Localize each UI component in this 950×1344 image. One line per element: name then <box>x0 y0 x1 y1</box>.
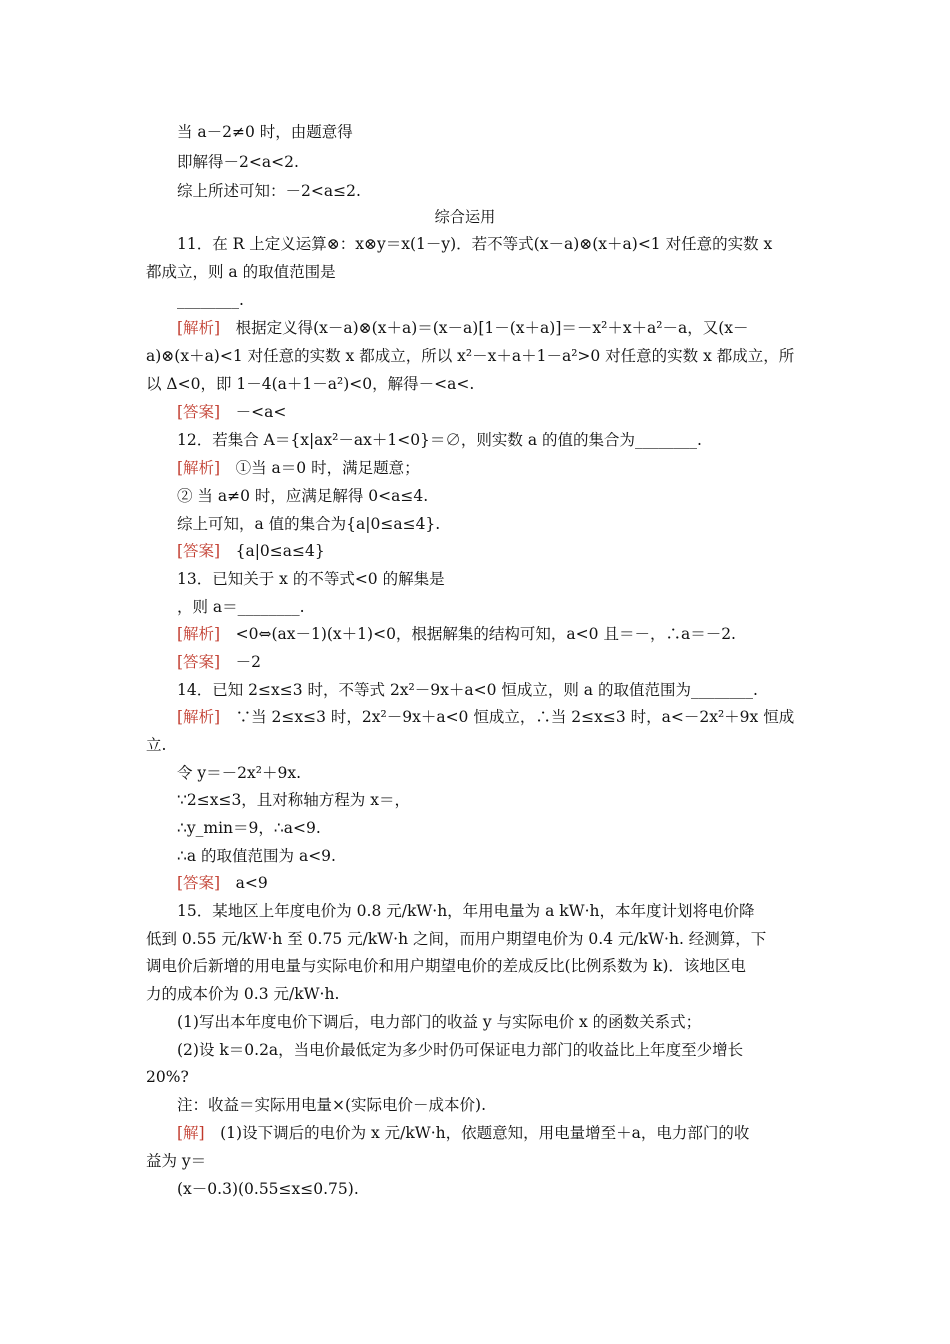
answer-text: －<a< <box>220 403 287 421</box>
analysis-text: 根据定义得(x－a)⊗(x＋a)＝(x－a)[1－(x＋a)]＝－x²＋x＋a²－a，又(x－ <box>220 319 749 337</box>
text-line: 以 Δ<0，即 1－4(a＋1－a²)<0，解得－<a<. <box>146 375 475 393</box>
text-line: 调电价后新增的用电量与实际电价和用户期望电价的差成反比(比例系数为 k)．该地区电 <box>146 957 746 975</box>
analysis-text: ①当 a＝0 时，满足题意； <box>220 459 420 477</box>
solution-line <box>177 1123 749 1143</box>
question-14: 14．已知 2≤x≤3 时，不等式 2x²－9x＋a<0 恒成立，则 a 的取值范围为________. <box>177 681 758 699</box>
text-line: 20%? <box>146 1068 189 1086</box>
answer-line <box>177 873 268 893</box>
solution-tag: [解] <box>177 1124 205 1142</box>
answer-line <box>177 402 286 422</box>
analysis-text: <0⇔(ax－1)(x＋1)<0，根据解集的结构可知，a<0 且＝－，∴a＝－2. <box>220 625 736 643</box>
text-line: ∴y_min＝9，∴a<9. <box>177 819 321 837</box>
sub-question-2: (2)设 k＝0.2a，当电价最低定为多少时仍可保证电力部门的收益比上年度至少增长 <box>177 1041 744 1059</box>
text-line: ，则 a＝________. <box>177 598 305 616</box>
answer-tag: [答案] <box>177 653 221 671</box>
text-line: 综上所述可知：－2<a≤2. <box>177 182 361 200</box>
section-heading: 综合运用 <box>434 208 496 226</box>
text-line: 力的成本价为 0.3 元/kW·h. <box>146 985 340 1003</box>
analysis-tag: [解析] <box>177 708 221 726</box>
question-11: 11．在 R 上定义运算⊗：x⊗y＝x(1－y)．若不等式(x－a)⊗(x＋a)<1 对任意的实数 x <box>177 235 773 253</box>
analysis-line <box>177 318 749 338</box>
question-13: 13．已知关于 x 的不等式<0 的解集是 <box>177 570 445 588</box>
answer-tag: [答案] <box>177 542 221 560</box>
text-line: 综上可知，a 值的集合为{a|0≤a≤4}. <box>177 515 441 533</box>
answer-blank: ________. <box>177 291 244 309</box>
text-line: ∵2≤x≤3，且对称轴方程为 x＝， <box>177 791 410 809</box>
text-line: 益为 y＝ <box>146 1152 207 1170</box>
analysis-line <box>177 707 794 727</box>
text-line: 都成立，则 a 的取值范围是 <box>146 263 336 281</box>
answer-line <box>177 652 261 672</box>
analysis-tag: [解析] <box>177 319 221 337</box>
text-line: 立. <box>146 736 167 754</box>
analysis-tag: [解析] <box>177 459 221 477</box>
question-12: 12．若集合 A＝{x|ax²－ax＋1<0}＝∅，则实数 a 的值的集合为________. <box>177 431 702 449</box>
text-line: a)⊗(x＋a)<1 对任意的实数 x 都成立，所以 x²－x＋a＋1－a²>0 对任意的实数 x 都成立，所 <box>146 347 795 365</box>
text-line: 即解得－2<a<2. <box>177 153 299 171</box>
text-line: ∴a 的取值范围为 a<9. <box>177 847 336 865</box>
note-line: 注：收益＝实际用电量×(实际电价－成本价). <box>177 1096 487 1114</box>
answer-text: －2 <box>220 653 261 671</box>
analysis-text: ∵当 2≤x≤3 时，2x²－9x＋a<0 恒成立，∴当 2≤x≤3 时，a<－2x²＋9x 恒成 <box>220 708 795 726</box>
question-15: 15．某地区上年度电价为 0.8 元/kW·h，年用电量为 a kW·h，本年度计划将电价降 <box>177 902 755 920</box>
text-line: ② 当 a≠0 时，应满足解得 0<a≤4. <box>177 487 429 505</box>
answer-text: a<9 <box>220 874 268 892</box>
analysis-line <box>177 624 736 644</box>
text-line: 低到 0.55 元/kW·h 至 0.75 元/kW·h 之间，而用户期望电价为 0.4 元/kW·h. 经测算，下 <box>146 930 767 948</box>
sub-question-1: (1)写出本年度电价下调后，电力部门的收益 y 与实际电价 x 的函数关系式； <box>177 1013 702 1031</box>
text-line: 令 y＝－2x²＋9x. <box>177 764 302 782</box>
text-line: 当 a－2≠0 时，由题意得 <box>177 123 353 141</box>
text-line: (x－0.3)(0.55≤x≤0.75). <box>177 1180 359 1198</box>
answer-tag: [答案] <box>177 403 221 421</box>
analysis-tag: [解析] <box>177 625 221 643</box>
answer-tag: [答案] <box>177 874 221 892</box>
answer-text: {a|0≤a≤4} <box>220 542 325 560</box>
solution-text: (1)设下调后的电价为 x 元/kW·h，依题意知，用电量增至＋a，电力部门的收 <box>204 1124 750 1142</box>
analysis-line <box>177 458 420 478</box>
answer-line <box>177 541 325 561</box>
